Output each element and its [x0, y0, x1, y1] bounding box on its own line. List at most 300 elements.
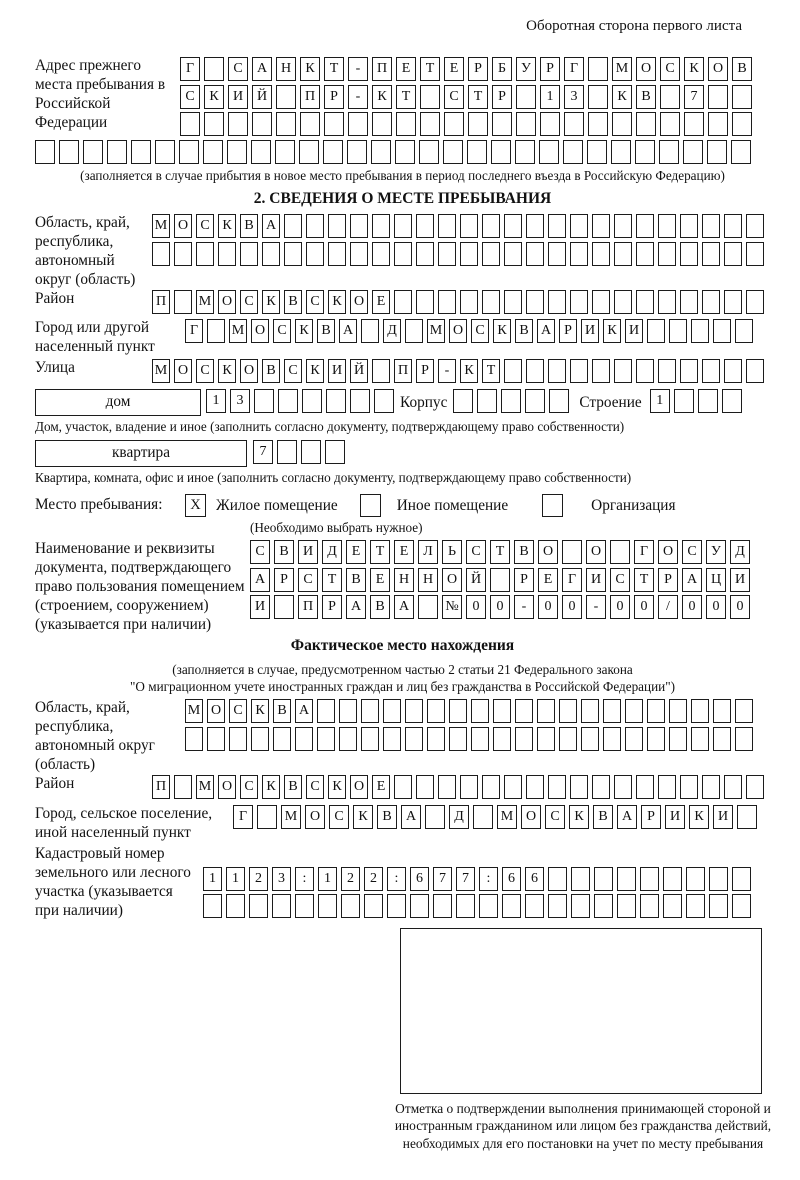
char-box: [647, 727, 665, 751]
char-box: А: [262, 214, 280, 238]
char-box: В: [636, 85, 656, 109]
char-box: [594, 894, 613, 918]
char-box: [372, 112, 392, 136]
char-box: С: [196, 359, 214, 383]
char-box: Г: [233, 805, 253, 829]
char-box: [252, 112, 272, 136]
char-box: [686, 894, 705, 918]
char-box: [504, 214, 522, 238]
char-box: 0: [538, 595, 558, 619]
char-box: [449, 727, 467, 751]
char-box: [617, 867, 636, 891]
char-box: 3: [230, 389, 250, 413]
char-box: [686, 867, 705, 891]
char-box: [83, 140, 103, 164]
char-box: [737, 805, 757, 829]
char-box: [548, 359, 566, 383]
char-box: М: [196, 775, 214, 799]
char-box: Р: [274, 568, 294, 592]
char-box: [559, 699, 577, 723]
char-box: С: [240, 775, 258, 799]
fact-cadastre-row-2: [203, 894, 751, 918]
char-box: [479, 894, 498, 918]
char-box: А: [682, 568, 702, 592]
char-box: [611, 140, 631, 164]
char-box: [405, 699, 423, 723]
char-box: [302, 389, 322, 413]
char-box: 1: [203, 867, 222, 891]
region-block: [35, 214, 770, 290]
char-box: К: [262, 775, 280, 799]
char-box: [419, 140, 439, 164]
char-box: [229, 727, 247, 751]
section2-title: 2. СВЕДЕНИЯ О МЕСТЕ ПРЕБЫВАНИЯ: [253, 190, 552, 208]
char-box: [559, 727, 577, 751]
char-box: С: [284, 359, 302, 383]
char-box: [592, 775, 610, 799]
char-box: Т: [420, 57, 440, 81]
char-box: Р: [559, 319, 577, 343]
char-box: [227, 140, 247, 164]
char-box: А: [394, 595, 414, 619]
fact-cadastre-label: Кадастровый номер земельного или лесного участка (указывается при наличии): [35, 844, 191, 919]
prev-address-row-4: [35, 140, 770, 164]
city-label: Город или другой населенный пункт: [35, 319, 155, 356]
prev-address-block: [35, 57, 770, 140]
char-box: [660, 112, 680, 136]
char-box: [548, 214, 566, 238]
char-box: [456, 894, 475, 918]
char-box: А: [339, 319, 357, 343]
char-box: [635, 140, 655, 164]
char-box: [735, 699, 753, 723]
char-box: [548, 867, 567, 891]
char-box: О: [251, 319, 269, 343]
char-box: [317, 699, 335, 723]
char-box: [317, 727, 335, 751]
char-box: [295, 894, 314, 918]
char-box: [612, 112, 632, 136]
char-box: [420, 112, 440, 136]
char-box: О: [442, 568, 462, 592]
char-box: [185, 727, 203, 751]
char-box: [460, 290, 478, 314]
char-box: [680, 359, 698, 383]
char-box: [563, 140, 583, 164]
char-box: [306, 242, 324, 266]
char-box: И: [250, 595, 270, 619]
char-box: [405, 319, 423, 343]
char-box: И: [228, 85, 248, 109]
char-box: К: [328, 775, 346, 799]
char-box: [735, 727, 753, 751]
char-box: [203, 894, 222, 918]
char-box: [59, 140, 79, 164]
char-box: [571, 894, 590, 918]
fact-district-block: [35, 775, 770, 803]
fact-cadastre-rows: [203, 845, 751, 922]
char-box: [708, 112, 728, 136]
char-box: [477, 389, 497, 413]
char-box: Ь: [442, 540, 462, 564]
stroenie-label: Строение: [579, 393, 642, 411]
char-box: [660, 85, 680, 109]
char-box: [746, 242, 764, 266]
char-box: [724, 214, 742, 238]
char-box: Н: [394, 568, 414, 592]
char-box: [658, 775, 676, 799]
char-box: Т: [370, 540, 390, 564]
char-box: [724, 290, 742, 314]
char-box: [640, 894, 659, 918]
char-box: [460, 242, 478, 266]
char-box: [592, 214, 610, 238]
char-box: -: [586, 595, 606, 619]
char-box: [350, 214, 368, 238]
document-rows: [250, 540, 750, 623]
char-box: С: [660, 57, 680, 81]
char-box: М: [152, 359, 170, 383]
char-box: Р: [324, 85, 344, 109]
char-box: [468, 112, 488, 136]
char-box: О: [449, 319, 467, 343]
char-box: :: [479, 867, 498, 891]
char-box: К: [204, 85, 224, 109]
char-box: К: [612, 85, 632, 109]
char-box: 6: [525, 867, 544, 891]
char-box: [350, 389, 370, 413]
char-box: О: [305, 805, 325, 829]
char-box: [482, 242, 500, 266]
fact-region-block: [35, 699, 770, 775]
char-box: Г: [180, 57, 200, 81]
char-box: Р: [540, 57, 560, 81]
char-box: Т: [396, 85, 416, 109]
char-box: [636, 214, 654, 238]
char-box: О: [538, 540, 558, 564]
char-box: [702, 775, 720, 799]
char-box: [324, 112, 344, 136]
char-box: Е: [394, 540, 414, 564]
char-box: [722, 389, 742, 413]
char-box: И: [298, 540, 318, 564]
char-box: [588, 85, 608, 109]
char-box: [371, 140, 391, 164]
prev-address-note: (заполняется в случае прибытия в новое место пребывания в период последнего въезда в Российскую Федерацию): [80, 168, 725, 183]
district-block: [35, 290, 770, 318]
char-box: [691, 319, 709, 343]
char-box: [276, 85, 296, 109]
char-box: П: [300, 85, 320, 109]
char-box: 1: [318, 867, 337, 891]
char-box: 7: [433, 867, 452, 891]
char-box: 0: [730, 595, 750, 619]
char-box: У: [516, 57, 536, 81]
char-box: Т: [634, 568, 654, 592]
char-box: С: [250, 540, 270, 564]
char-box: Р: [416, 359, 434, 383]
char-box: К: [372, 85, 392, 109]
char-box: К: [603, 319, 621, 343]
char-box: [691, 699, 709, 723]
char-box: Г: [185, 319, 203, 343]
char-box: [636, 775, 654, 799]
fact-city-row: [233, 805, 757, 829]
char-box: И: [713, 805, 733, 829]
char-box: А: [252, 57, 272, 81]
stay-type-checkbox-other: [360, 494, 381, 517]
char-box: С: [240, 290, 258, 314]
char-box: [732, 85, 752, 109]
apartment-row: [253, 440, 345, 464]
char-box: [614, 242, 632, 266]
char-box: А: [401, 805, 421, 829]
char-box: [295, 727, 313, 751]
char-box: [617, 894, 636, 918]
char-box: [614, 359, 632, 383]
char-box: П: [152, 290, 170, 314]
char-box: [482, 214, 500, 238]
char-box: [746, 359, 764, 383]
char-box: Т: [482, 359, 500, 383]
char-box: [570, 290, 588, 314]
char-box: [467, 140, 487, 164]
stay-type-block: [35, 492, 770, 519]
house-note: Дом, участок, владение и иное (заполнить согласно документу, подтверждающему право собственности): [35, 419, 625, 435]
char-box: [746, 214, 764, 238]
char-box: С: [444, 85, 464, 109]
char-box: [275, 140, 295, 164]
char-box: Е: [372, 775, 390, 799]
char-box: [658, 359, 676, 383]
korpus-label: Корпус: [400, 393, 448, 411]
char-box: Б: [492, 57, 512, 81]
document-row-3: [250, 595, 750, 619]
char-box: [341, 894, 360, 918]
char-box: К: [218, 359, 236, 383]
fact-region-row-1: [185, 699, 753, 723]
char-box: [562, 540, 582, 564]
char-box: [416, 290, 434, 314]
char-box: [614, 290, 632, 314]
char-box: С: [298, 568, 318, 592]
char-box: [240, 242, 258, 266]
char-box: [680, 242, 698, 266]
char-box: К: [460, 359, 478, 383]
char-box: Е: [346, 540, 366, 564]
char-box: [438, 290, 456, 314]
char-box: О: [218, 775, 236, 799]
char-box: В: [377, 805, 397, 829]
char-box: [603, 727, 621, 751]
char-box: [277, 440, 297, 464]
char-box: [594, 867, 613, 891]
document-row-1: [250, 540, 750, 564]
char-box: :: [295, 867, 314, 891]
char-box: В: [274, 540, 294, 564]
char-box: [350, 242, 368, 266]
char-box: [420, 85, 440, 109]
region-row-2: [152, 242, 764, 266]
stay-type-option-other: Иное помещение: [396, 497, 509, 515]
stamp-area: [367, 928, 799, 1153]
char-box: [570, 359, 588, 383]
char-box: [724, 242, 742, 266]
char-box: В: [514, 540, 534, 564]
fact-note-1: (заполняется в случае, предусмотренном частью 2 статьи 21 Федерального закона: [172, 662, 633, 678]
fact-district-row: [152, 775, 764, 799]
char-box: Й: [252, 85, 272, 109]
char-box: [299, 140, 319, 164]
char-box: 1: [206, 389, 226, 413]
char-box: [251, 727, 269, 751]
char-box: [262, 242, 280, 266]
char-box: [592, 359, 610, 383]
street-block: [35, 359, 770, 387]
region-label: Область, край, республика, автономный округ (область): [35, 214, 136, 289]
char-box: [713, 319, 731, 343]
char-box: [526, 359, 544, 383]
char-box: Д: [383, 319, 401, 343]
document-block: [35, 540, 770, 635]
char-box: [702, 290, 720, 314]
char-box: В: [317, 319, 335, 343]
char-box: О: [586, 540, 606, 564]
char-box: -: [438, 359, 456, 383]
char-box: [207, 319, 225, 343]
char-box: [625, 699, 643, 723]
char-box: [640, 867, 659, 891]
char-box: 0: [610, 595, 630, 619]
char-box: [372, 359, 390, 383]
char-box: О: [350, 290, 368, 314]
char-box: [339, 699, 357, 723]
char-box: [724, 775, 742, 799]
char-box: [278, 389, 298, 413]
char-box: [257, 805, 277, 829]
char-box: 1: [226, 867, 245, 891]
char-box: В: [732, 57, 752, 81]
char-box: С: [329, 805, 349, 829]
city-row: [185, 319, 753, 343]
char-box: 1: [650, 389, 670, 413]
district-row: [152, 290, 764, 314]
char-box: Р: [641, 805, 661, 829]
char-box: [490, 568, 510, 592]
char-box: Ц: [706, 568, 726, 592]
char-box: [587, 140, 607, 164]
stamp-box: [400, 928, 762, 1094]
char-box: [625, 727, 643, 751]
char-box: [746, 775, 764, 799]
char-box: Р: [514, 568, 534, 592]
char-box: [155, 140, 175, 164]
char-box: К: [295, 319, 313, 343]
char-box: [438, 775, 456, 799]
char-box: [549, 389, 569, 413]
char-box: [493, 727, 511, 751]
char-box: [492, 112, 512, 136]
char-box: О: [636, 57, 656, 81]
char-box: А: [537, 319, 555, 343]
char-box: [276, 112, 296, 136]
char-box: [204, 57, 224, 81]
fact-cadastre-row-1: [203, 867, 751, 891]
char-box: [284, 214, 302, 238]
char-box: А: [295, 699, 313, 723]
char-box: В: [370, 595, 390, 619]
char-box: 2: [341, 867, 360, 891]
apartment-label-box: квартира: [35, 440, 247, 467]
char-box: [731, 140, 751, 164]
char-box: [218, 242, 236, 266]
char-box: [548, 775, 566, 799]
char-box: [698, 389, 718, 413]
char-box: [374, 389, 394, 413]
char-box: Л: [418, 540, 438, 564]
prev-address-row-2: [180, 85, 752, 109]
char-box: [444, 112, 464, 136]
char-box: В: [284, 290, 302, 314]
char-box: [396, 112, 416, 136]
char-box: [537, 727, 555, 751]
char-box: [491, 140, 511, 164]
char-box: В: [262, 359, 280, 383]
prev-address-row-3: [180, 112, 752, 136]
char-box: О: [658, 540, 678, 564]
char-box: [571, 867, 590, 891]
stay-type-checkbox-residential: X: [185, 494, 206, 517]
char-box: [306, 214, 324, 238]
char-box: [707, 140, 727, 164]
district-label: Район: [35, 289, 75, 307]
char-box: К: [262, 290, 280, 314]
char-box: [443, 140, 463, 164]
char-box: 7: [456, 867, 475, 891]
char-box: Е: [396, 57, 416, 81]
char-box: П: [298, 595, 318, 619]
char-box: Р: [322, 595, 342, 619]
char-box: О: [207, 699, 225, 723]
char-box: [702, 214, 720, 238]
char-box: К: [493, 319, 511, 343]
char-box: Е: [370, 568, 390, 592]
char-box: [251, 140, 271, 164]
char-box: О: [174, 214, 192, 238]
char-box: И: [625, 319, 643, 343]
char-box: С: [610, 568, 630, 592]
char-box: 3: [564, 85, 584, 109]
char-box: [347, 140, 367, 164]
char-box: [471, 727, 489, 751]
char-box: [383, 699, 401, 723]
char-box: [526, 775, 544, 799]
char-box: Е: [444, 57, 464, 81]
apartment-block: [35, 440, 770, 468]
stay-type-option-residential: Жилое помещение: [216, 497, 338, 515]
char-box: [323, 140, 343, 164]
char-box: [659, 140, 679, 164]
char-box: [658, 290, 676, 314]
char-box: К: [569, 805, 589, 829]
char-box: [614, 775, 632, 799]
document-label: Наименование и реквизиты документа, подтверждающего право пользования помещением (строением, сооружением) (указывается при наличии): [35, 540, 245, 634]
char-box: [471, 699, 489, 723]
char-box: 2: [364, 867, 383, 891]
char-box: [394, 242, 412, 266]
char-box: М: [427, 319, 445, 343]
char-box: В: [273, 699, 291, 723]
